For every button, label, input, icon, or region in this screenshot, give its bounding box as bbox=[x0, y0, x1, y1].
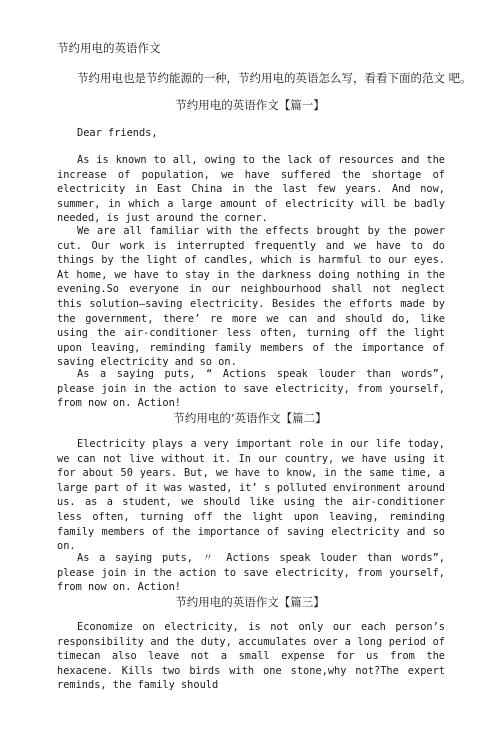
section-2-paragraph-1: Electricity plays a very important role in our life today, we can not live without it. In our country, we have using it for about 50 years. But, we have to know, in the same time, a large part of it was wasted, it’ s polluted environment around us. as a student, we should like using the air-conditioner less often, turning off the light upon leaving, reminding family members of the importance of saving electricity and so on. bbox=[57, 438, 445, 553]
section-heading-3: 节约用电的英语作文【篇三】 bbox=[175, 595, 325, 609]
section-1-paragraph-1: As is known to all, owing to the lack of resources and the increase of population, we have suffered the shortage of electricity in East China in the last few years. And now, summer, in which a large amount of electricity will be badly needed, is just around the corner. bbox=[57, 154, 445, 225]
intro-paragraph: 节约用电也是节约能源的一种，节约用电的英语怎么写，看看下面的范文 吧。 bbox=[77, 71, 472, 85]
section-heading-1: 节约用电的英语作文【篇一】 bbox=[175, 98, 325, 112]
salutation: Dear friends, bbox=[77, 127, 158, 139]
section-1-paragraph-2: We are all familiar with the effects brought by the power cut. Our work is interrupted frequently and we have to do things by the light of candles, which is harmful to our eyes. At home, we have to stay in the darkness doing nothing in the evening.So everyone in our neighbourhood shall not neglect this solution—saving electricity. Besides the efforts made by the government, there’ re more we can and should do, like using the air-conditioner less often, turning off the light upon leaving, reminding family members of the importance of saving electricity and so on. bbox=[57, 225, 445, 369]
section-1-paragraph-3: As a saying puts, “ Actions speak louder than words”, please join in the action to save electricity, from yourself, from now on. Action! bbox=[57, 368, 445, 410]
section-2-paragraph-2: As a saying puts, 〃 Actions speak louder than words”, please join in the action to save electricity, from yourself, from now on. Action! bbox=[57, 552, 445, 594]
section-3-paragraph-1: Economize on electricity, is not only our each person’s responsibility and the duty, accumulates over a long period of timecan also leave not a small expense for us from the hexacene. Kills two birds with one stone,why not?The expert reminds, the family should bbox=[57, 621, 445, 692]
section-heading-2: 节约用电的’英语作文【篇二】 bbox=[173, 411, 327, 425]
document-title: 节约用电的英语作文 bbox=[57, 41, 161, 55]
